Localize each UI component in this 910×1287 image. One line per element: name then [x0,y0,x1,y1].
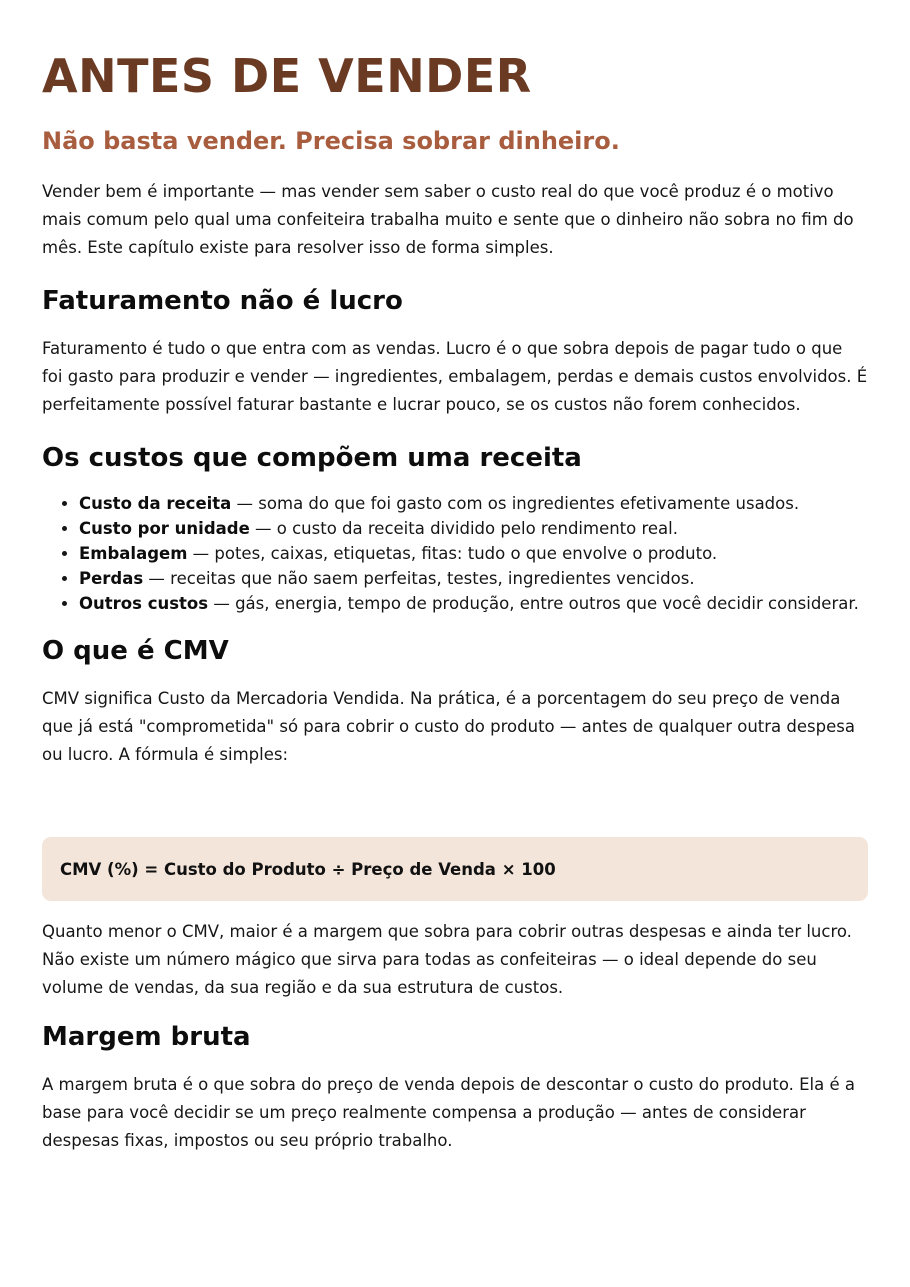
margem-paragraph: A margem bruta é o que sobra do preço de venda depois de descontar o custo do produto. Ela é a base para você decidir se um preço realmente compensa a produção — antes de considerar despesas fixas, impostos ou seu próprio trabalho. [42,1075,855,1150]
list-item-term: Outros custos [79,594,209,613]
section-heading-faturamento: Faturamento não é lucro [42,286,403,316]
section-heading-cmv: O que é CMV [42,636,229,666]
list-item [79,591,868,616]
list-item [79,491,868,516]
section-heading-margem: Margem bruta [42,1022,251,1052]
list-item-desc: — soma do que foi gasto com os ingredientes efetivamente usados. [231,494,800,513]
list-item-term: Embalagem [79,544,188,563]
page-subtitle: Não basta vender. Precisa sobrar dinheiro. [42,127,620,155]
list-item [79,541,868,566]
list-item-desc: — gás, energia, tempo de produção, entre outros que você decidir considerar. [208,594,859,613]
faturamento-paragraph: Faturamento é tudo o que entra com as vendas. Lucro é o que sobra depois de pagar tudo o que foi gasto para produzir e vender — ingredientes, embalagem, perdas e demais custos envolvidos. É perfeitamente possível faturar bastante e lucrar pouco, se os custos não forem conhecidos. [42,339,868,414]
list-item [79,516,868,541]
list-item [79,566,868,591]
list-item-desc: — receitas que não saem perfeitas, testes, ingredientes vencidos. [143,569,695,588]
cmv-paragraph: CMV significa Custo da Mercadoria Vendida. Na prática, é a porcentagem do seu preço de venda que já está "comprometida" só para cobrir o custo do produto — antes de qualquer outra despesa ou lucro. A fórmula é simples: [42,689,855,764]
list-item-desc: — potes, caixas, etiquetas, fitas: tudo o que envolve o produto. [187,544,718,563]
cmv-formula-box [42,837,868,901]
cmv-formula-text: CMV (%) = Custo do Produto ÷ Preço de Venda × 100 [60,859,556,879]
list-item-desc: — o custo da receita dividido pelo rendimento real. [249,519,678,538]
section-heading-custos: Os custos que compõem uma receita [42,443,582,473]
list-item-term: Perdas [79,569,144,588]
list-item-term: Custo por unidade [79,519,250,538]
list-item-term: Custo da receita [79,494,232,513]
intro-paragraph: Vender bem é importante — mas vender sem saber o custo real do que você produz é o motivo mais comum pelo qual uma confeiteira trabalha muito e sente que o dinheiro não sobra no fim do mês. Este capítulo existe para resolver isso de forma simples. [42,182,854,257]
page-title: ANTES DE VENDER [42,49,532,103]
cmv-explanation-paragraph: Quanto menor o CMV, maior é a margem que sobra para cobrir outras despesas e ainda ter lucro. Não existe um número mágico que sirva para todas as confeiteiras — o ideal depende do seu volume de vendas, da sua região e da sua estrutura de custos. [42,922,852,997]
custos-list [42,491,868,616]
